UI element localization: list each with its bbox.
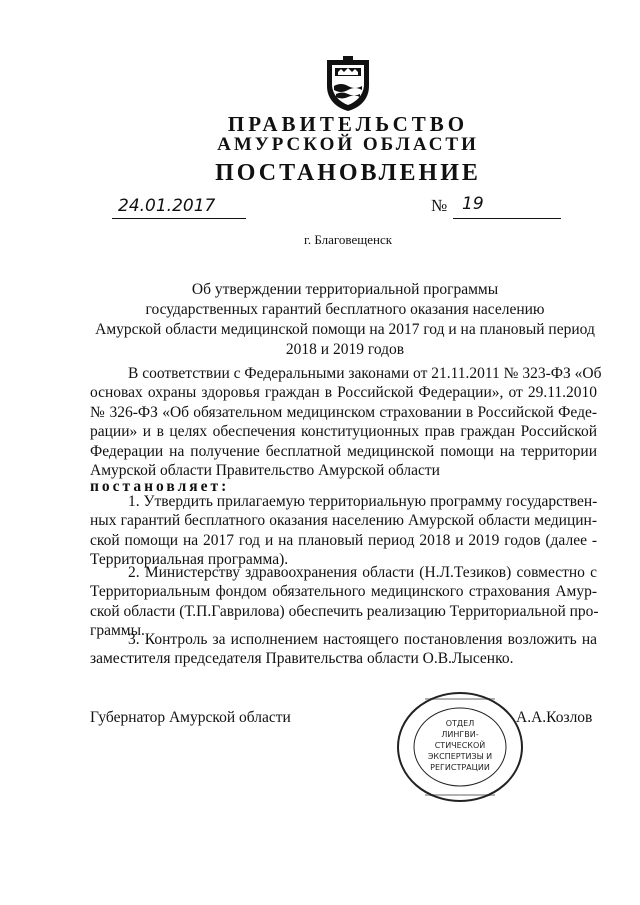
document-type: ПОСТАНОВЛЕНИЕ: [215, 160, 481, 186]
title-line: Амурской области медицинской помощи на 2017 год и на плановый период: [95, 321, 595, 338]
stamp-line: СТИЧЕСКОЙ: [434, 741, 486, 750]
text-line: основах охраны здоровья граждан в Российской Федерации», от 29.11.2010: [90, 384, 597, 402]
coat-of-arms-icon: [323, 56, 373, 112]
title-line: Об утверждении территориальной программы: [191, 281, 499, 298]
document-number: 19: [462, 194, 484, 214]
city: г. Благовещенск: [303, 232, 393, 247]
text-line: Федерации на получение бесплатной медицинской помощи на территории: [90, 442, 597, 460]
signer-position: Губернатор Амурской области: [90, 709, 291, 726]
text-line: рации» и в целях обеспечения конституционных прав граждан Российской: [90, 423, 597, 441]
stamp-line: ЭКСПЕРТИЗЫ И: [427, 752, 493, 761]
official-stamp-icon: [395, 690, 525, 805]
item-1-paragraph: [90, 492, 597, 570]
text-line: ской помощи на 2017 год и на плановый период 2018 и 2019 годов (далее -: [90, 531, 597, 549]
text-line: 1. Утвердить прилагаемую территориальную программу государствен-: [128, 493, 598, 510]
number-label: №: [431, 196, 448, 215]
item-2-paragraph: [90, 563, 597, 641]
text-line: Амурской области Правительство Амурской области: [90, 462, 440, 480]
text-line: 3. Контроль за исполнением настоящего постановления возложить на: [128, 631, 597, 648]
issuer-line-2: АМУРСКОЙ ОБЛАСТИ: [217, 134, 479, 155]
text-line: Территориальная программа).: [90, 551, 289, 569]
text-line: 2. Министерству здравоохранения области (Н.Л.Тезиков) совместно с: [128, 564, 597, 581]
item-3-paragraph: [90, 630, 597, 669]
text-line: № 326-ФЗ «Об обязательном медицинском страховании в Российской Феде-: [90, 403, 597, 421]
resolves-heading: постановляет:: [90, 478, 230, 495]
stamp-line: ЛИНГВИ-: [441, 730, 479, 739]
stamp-line: РЕГИСТРАЦИИ: [430, 763, 490, 772]
text-line: граммы.: [90, 622, 145, 640]
text-line: ской области (Т.П.Гаврилова) обеспечить реализацию Территориальной про-: [90, 602, 599, 620]
preamble-paragraph: [90, 364, 602, 480]
text-line: ных гарантий бесплатного оказания населению Амурской области медицин-: [90, 512, 597, 530]
title-line: государственных гарантий бесплатного оказания населению: [145, 301, 545, 318]
stamp-line: ОТДЕЛ: [445, 719, 475, 728]
title-line: 2018 и 2019 годов: [285, 341, 405, 358]
text-line: Территориальным фондом обязательного медицинского страхования Амур-: [90, 583, 597, 601]
document-date: 24.01.2017: [118, 196, 216, 216]
text-line: В соответствии с Федеральными законами от 21.11.2011 № 323-ФЗ «Об: [128, 365, 602, 382]
issuer-line-1: ПРАВИТЕЛЬСТВО: [227, 112, 469, 136]
signer-name: А.А.Козлов: [516, 709, 593, 726]
text-line: заместителя председателя Правительства области О.В.Лысенко.: [90, 650, 514, 668]
